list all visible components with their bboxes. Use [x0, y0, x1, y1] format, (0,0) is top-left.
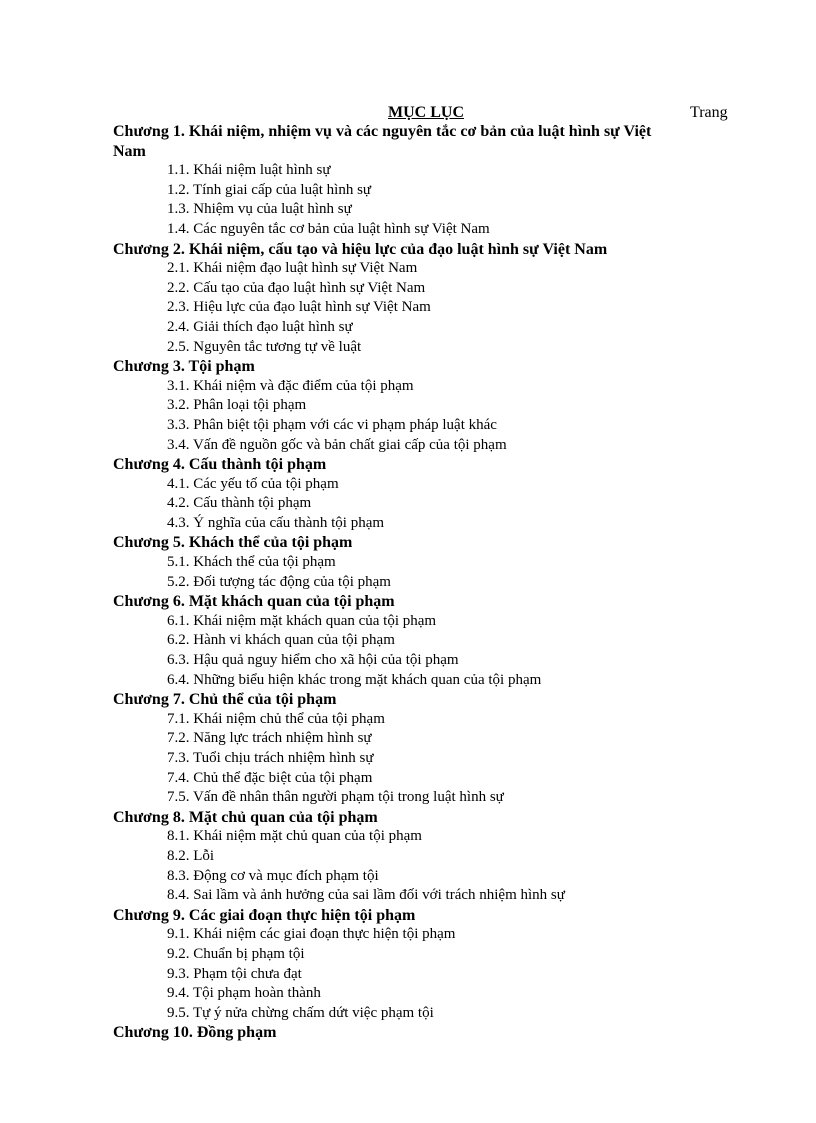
chapter-heading: Chương 10. Đồng phạm [113, 1024, 277, 1042]
section-entry: 7.3. Tuổi chịu trách nhiệm hình sự [167, 750, 374, 766]
chapter-heading: Chương 9. Các giai đoạn thực hiện tội phạm [113, 906, 416, 924]
section-entry: 3.2. Phân loại tội phạm [167, 397, 307, 414]
page-column-label: Trang [690, 104, 728, 121]
toc-title: MỤC LỤC [388, 104, 464, 121]
section-entry: 2.5. Nguyên tắc tương tự về luật [167, 338, 362, 355]
section-entry: 5.2. Đối tượng tác động của tội phạm [167, 573, 391, 590]
section-entry: 1.2. Tính giai cấp của luật hình sự [167, 181, 372, 198]
section-entry: 9.2. Chuẩn bị phạm tội [167, 945, 305, 962]
chapter-heading: Chương 8. Mặt chủ quan của tội phạm [113, 808, 378, 826]
section-entry: 9.5. Tự ý nửa chừng chấm dứt việc phạm tội [167, 1004, 434, 1021]
section-entry: 8.4. Sai lầm và ảnh hưởng của sai lầm đối với trách nhiệm hình sự [167, 887, 565, 904]
chapter-heading: Chương 5. Khách thể của tội phạm [113, 534, 353, 552]
section-entry: 4.3. Ý nghĩa của cấu thành tội phạm [167, 514, 385, 531]
chapter-heading: Chương 4. Cấu thành tội phạm [113, 456, 327, 474]
section-entry: 9.1. Khái niệm các giai đoạn thực hiện tội phạm [167, 926, 456, 943]
section-entry: 8.2. Lỗi [167, 847, 215, 864]
section-entry: 5.1. Khách thể của tội phạm [167, 554, 336, 571]
section-entry: 7.1. Khái niệm chủ thể của tội phạm [167, 710, 385, 727]
section-entry: 9.4. Tội phạm hoàn thành [167, 985, 321, 1002]
section-entry: 2.3. Hiệu lực của đạo luật hình sự Việt Nam [167, 299, 431, 316]
section-entry: 6.1. Khái niệm mặt khách quan của tội phạm [167, 612, 437, 629]
chapter-heading: Chương 1. Khái niệm, nhiệm vụ và các nguyên tắc cơ bản của luật hình sự Việt Nam [113, 123, 652, 160]
chapter-heading: Chương 7. Chủ thể của tội phạm [113, 691, 337, 709]
section-entry: 4.1. Các yếu tố của tội phạm [167, 475, 339, 492]
section-entry: 7.4. Chủ thể đặc biệt của tội phạm [167, 769, 373, 786]
chapter-heading: Chương 3. Tội phạm [113, 358, 255, 376]
section-entry: 1.3. Nhiệm vụ của luật hình sự [167, 201, 352, 218]
section-entry: 8.3. Động cơ và mục đích phạm tội [167, 867, 379, 884]
section-entry: 4.2. Cấu thành tội phạm [167, 495, 312, 512]
section-entry: 7.5. Vấn đề nhân thân người phạm tội trong luật hình sự [167, 789, 504, 806]
section-entry: 2.1. Khái niệm đạo luật hình sự Việt Nam [167, 260, 418, 277]
section-entry: 3.1. Khái niệm và đặc điểm của tội phạm [167, 377, 414, 394]
section-entry: 7.2. Năng lực trách nhiệm hình sự [167, 730, 372, 747]
section-entry: 6.4. Những biểu hiện khác trong mặt khách quan của tội phạm [167, 671, 542, 688]
section-entry: 2.4. Giải thích đạo luật hình sự [167, 318, 353, 335]
section-entry: 8.1. Khái niệm mặt chủ quan của tội phạm [167, 828, 422, 845]
chapter-heading: Chương 6. Mặt khách quan của tội phạm [113, 593, 395, 611]
section-entry: 3.4. Vấn đề nguồn gốc và bản chất giai cấp của tội phạm [167, 436, 507, 453]
section-entry: 3.3. Phân biệt tội phạm với các vi phạm pháp luật khác [167, 416, 497, 433]
section-entry: 1.1. Khái niệm luật hình sự [167, 162, 331, 179]
chapter-heading: Chương 2. Khái niệm, cấu tạo và hiệu lực của đạo luật hình sự Việt Nam [113, 240, 608, 258]
section-entry: 9.3. Phạm tội chưa đạt [167, 965, 302, 982]
section-entry: 2.2. Cấu tạo của đạo luật hình sự Việt Nam [167, 279, 426, 296]
section-entry: 1.4. Các nguyên tắc cơ bản của luật hình sự Việt Nam [167, 220, 490, 237]
section-entry: 6.2. Hành vi khách quan của tội phạm [167, 632, 395, 649]
table-of-contents [113, 122, 683, 1043]
toc-header [0, 103, 816, 123]
section-entry: 6.3. Hậu quả nguy hiểm cho xã hội của tội phạm [167, 652, 459, 669]
